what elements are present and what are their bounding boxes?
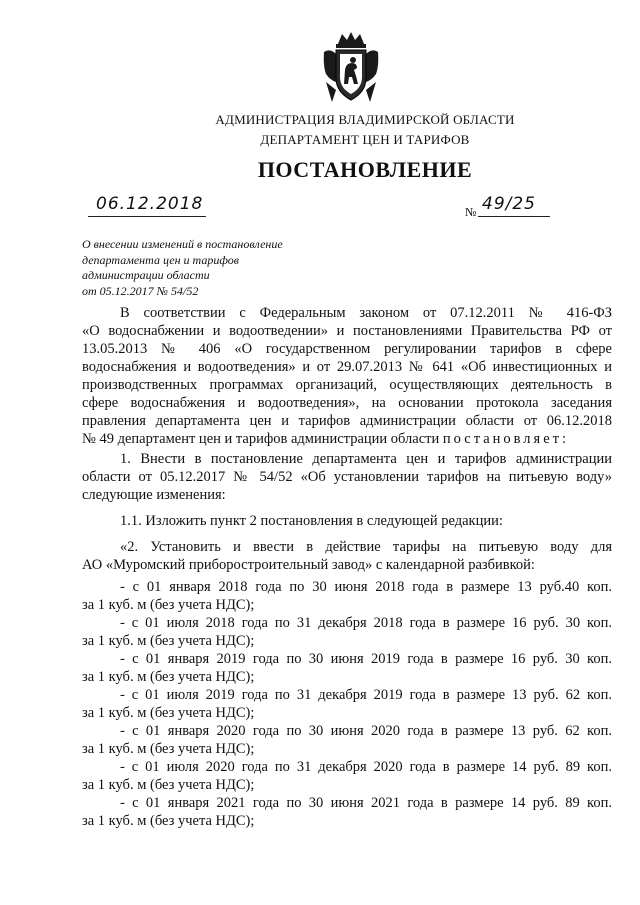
- body-line: 13.05.2013 № 406 «О государственном регулировании тарифов в сфере: [82, 341, 612, 357]
- body-line: [82, 430, 612, 448]
- tariff-line: за 1 куб. м (без учета НДС);: [82, 813, 255, 829]
- organization-name: АДМИНИСТРАЦИЯ ВЛАДИМИРСКОЙ ОБЛАСТИ: [215, 112, 515, 127]
- tariff-line: - с 01 января 2020 года по 30 июня 2020 года в размере 13 руб. 62 коп.: [120, 723, 612, 739]
- document-date: 06.12.2018: [96, 194, 204, 214]
- body-line: водоснабжения и водоотведения» и от 29.07.2013 № 641 «Об инвестиционных и: [82, 359, 612, 375]
- tariff-line: за 1 куб. м (без учета НДС);: [82, 705, 255, 721]
- tariff-line: - с 01 января 2018 года по 30 июня 2018 года в размере 13 руб.40 коп.: [120, 579, 612, 595]
- body-line: «О водоснабжении и водоотведении» и постановлениями Правительства РФ от: [82, 323, 612, 339]
- tariff-line: за 1 куб. м (без учета НДС);: [82, 633, 255, 649]
- body-line: производственных программах организаций, осуществляющих деятельность в: [82, 377, 612, 393]
- item-2-line: АО «Муромский приборостроительный завод» с календарной разбивкой:: [82, 557, 535, 573]
- tariff-line: - с 01 июля 2019 года по 31 декабря 2019 года в размере 13 руб. 62 коп.: [120, 687, 612, 703]
- body-line: правления департамента цен и тарифов администрации области от 06.12.2018: [82, 413, 612, 429]
- document-body: [82, 304, 612, 830]
- subject-line: департамента цен и тарифов: [82, 252, 239, 267]
- tariff-line: за 1 куб. м (без учета НДС);: [82, 669, 255, 685]
- decree-word: постановляет:: [442, 431, 570, 447]
- tariff-line: - с 01 июля 2018 года по 31 декабря 2018 года в размере 16 руб. 30 коп.: [120, 615, 612, 631]
- subject-line: администрации области: [82, 268, 210, 282]
- tariff-line: - с 01 января 2019 года по 30 июня 2019 года в размере 16 руб. 30 коп.: [120, 651, 612, 667]
- subject-line: от 05.12.2017 № 54/52: [82, 283, 199, 298]
- number-label: №: [465, 205, 477, 219]
- body-line: В соответствии с Федеральным законом от 07.12.2011 № 416-ФЗ: [120, 305, 612, 321]
- item-1-line: 1. Внести в постановление департамента цен и тарифов администрации: [120, 451, 612, 467]
- coat-of-arms-icon: [322, 30, 380, 106]
- date-underline: [88, 216, 206, 217]
- tariff-line: за 1 куб. м (без учета НДС);: [82, 777, 255, 793]
- item-1-line: области от 05.12.2017 № 54/52 «Об установлении тарифов на питьевую воду»: [82, 469, 612, 485]
- body-line-text: № 49 департамент цен и тарифов администрации области: [82, 431, 440, 447]
- tariff-line: за 1 куб. м (без учета НДС);: [82, 597, 255, 613]
- document-subject: [82, 237, 342, 299]
- item-1-1: 1.1. Изложить пункт 2 постановления в следующей редакции:: [120, 513, 503, 529]
- item-1-line: следующие изменения:: [82, 487, 226, 503]
- number-underline: [478, 216, 550, 217]
- subject-line: О внесении изменений в постановление: [82, 237, 283, 251]
- body-line: сфере водоснабжения и водоотведения», на основании протокола заседания: [82, 395, 612, 411]
- tariff-line: - с 01 июля 2020 года по 31 декабря 2020 года в размере 14 руб. 89 коп.: [120, 759, 612, 775]
- tariff-line: - с 01 января 2021 года по 30 июня 2021 года в размере 14 руб. 89 коп.: [120, 795, 612, 811]
- document-number: 49/25: [482, 194, 536, 214]
- item-2-line: «2. Установить и ввести в действие тарифы на питьевую воду для: [120, 539, 612, 555]
- document-title: ПОСТАНОВЛЕНИЕ: [257, 157, 473, 182]
- department-name: ДЕПАРТАМЕНТ ЦЕН И ТАРИФОВ: [260, 132, 470, 147]
- tariff-line: за 1 куб. м (без учета НДС);: [82, 741, 255, 757]
